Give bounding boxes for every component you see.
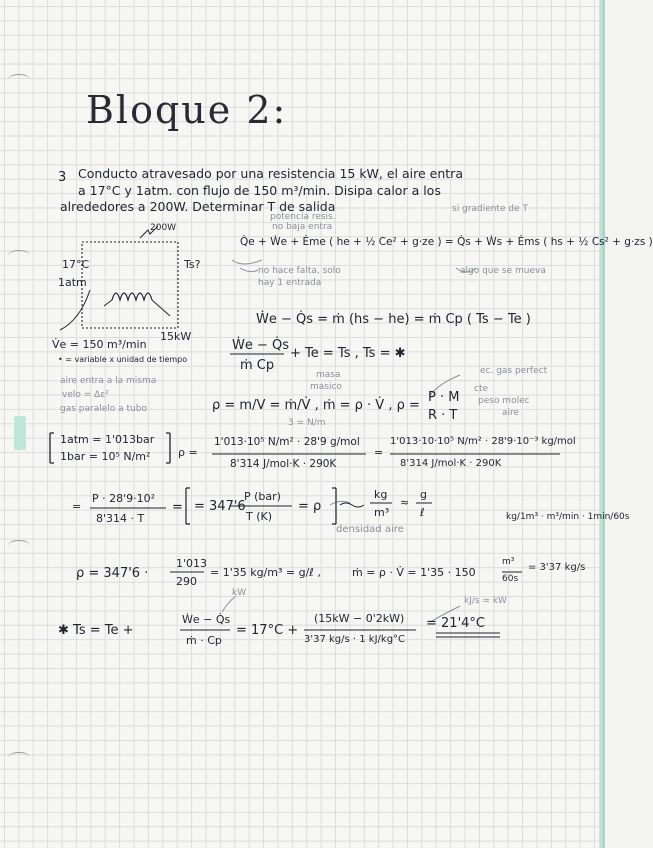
rho-bracket-den: T (K) bbox=[246, 510, 273, 523]
rho-symbol: ρ = bbox=[178, 446, 198, 459]
ratio-numerator: Ẇe − Q̇s bbox=[232, 338, 290, 353]
units-atm: 1atm = 1'013bar bbox=[60, 433, 155, 446]
note-gas-paralelo: gas paralelo a tubo bbox=[60, 404, 147, 414]
rho-calc-eq: = bbox=[374, 446, 384, 459]
units-bar: 1bar = 10⁵ N/m² bbox=[60, 450, 151, 463]
mass-flow-frac-num: m³ bbox=[502, 557, 515, 567]
energy-equation: Q̇e + Ẇe + Ėme ( he + ½ Ce² + g·ze ) = Q̇s + Ẇs + Ėms ( hs + ½ Cs² + g·zs ) bbox=[240, 236, 653, 248]
note-kw: kW bbox=[232, 588, 247, 598]
rho-frac-num: P · M bbox=[428, 390, 460, 405]
note-se-mueva: algo que se mueva bbox=[460, 266, 546, 276]
note-masico: masico bbox=[310, 382, 342, 392]
note-gas-perfect: ec. gas perfect bbox=[480, 366, 548, 376]
rho-calc2-num: 1'013·10·10⁵ N/m² · 28'9·10⁻³ kg/mol bbox=[390, 436, 576, 447]
rho-bracket-num: P (bar) bbox=[244, 490, 281, 503]
kg-conversion: kg/1m³ · m³/min · 1min/60s bbox=[506, 512, 630, 522]
mass-flow-result: = 3'37 kg/s bbox=[528, 562, 586, 573]
note-potencia: potencia resis. bbox=[270, 212, 336, 222]
rho-frac-den: R · T bbox=[428, 408, 458, 423]
equals-sign: = bbox=[72, 500, 82, 513]
balance-equation: Ẇe − Q̇s = ṁ (hs − he) = ṁ Cp ( Ts − Te ) bbox=[256, 312, 531, 327]
note-no-baja: no baja entra bbox=[272, 222, 333, 232]
inlet-temp: 17°C bbox=[62, 258, 90, 271]
equals-sign-2: = bbox=[172, 500, 183, 515]
ts-frac-den: ṁ · Cp bbox=[186, 634, 222, 647]
ts-frac2-num: (15kW − 0'2kW) bbox=[314, 612, 405, 625]
rho-numeric-frac-den: 290 bbox=[176, 575, 197, 588]
rho-gen-num: P · 28'9·10² bbox=[92, 492, 156, 505]
page-title: Bloque 2: bbox=[86, 88, 288, 132]
ts-frac-num: Ẇe − Q̇s bbox=[182, 613, 231, 626]
rho-calc-den: 8'314 J/mol·K · 290K bbox=[230, 458, 337, 470]
note-masa: masa bbox=[316, 370, 341, 380]
rho-definition: ρ = m/V = ṁ/V̇ , ṁ = ρ · V̇ , ρ = bbox=[212, 398, 420, 413]
note-aire-entra: aire entra a la misma bbox=[60, 376, 157, 386]
note-densidad: densidad aire bbox=[336, 524, 404, 535]
problem-line-2: a 17°C y 1atm. con flujo de 150 m³/min. Disipa calor a los bbox=[78, 183, 441, 198]
gl-num: g bbox=[420, 488, 427, 501]
rho-equals: = ρ bbox=[298, 499, 322, 514]
ratio-rest: + Te = Ts , Ts = ✱ bbox=[290, 346, 406, 361]
ts-mid: = 17°C + bbox=[236, 623, 299, 638]
rho-gen-eq: = 347'6 bbox=[194, 499, 246, 514]
gl-den: ℓ bbox=[420, 506, 425, 519]
ts-frac2-den: 3'37 kg/s · 1 kJ/kg°C bbox=[304, 634, 406, 645]
problem-number: 3 bbox=[58, 170, 67, 185]
volume-flow: V̇e = 150 m³/min bbox=[52, 338, 147, 351]
rho-calc-num: 1'013·10⁵ N/m² · 28'9 g/mol bbox=[214, 436, 360, 448]
rho-gen-den: 8'314 · T bbox=[96, 512, 145, 525]
control-volume-box bbox=[82, 242, 178, 328]
note-gradiente: si gradiente de T bbox=[452, 204, 528, 214]
note-peso-molec: peso molec bbox=[478, 396, 530, 406]
flow-note: • = variable x unidad de tiempo bbox=[58, 355, 188, 364]
resistance-power: 15kW bbox=[160, 330, 192, 343]
note-velo: velo = Δε² bbox=[62, 390, 109, 400]
problem-line-1: Conducto atravesado por una resistencia 15 kW, el aire entra bbox=[78, 166, 463, 181]
rho-numeric-frac-num: 1'013 bbox=[176, 557, 208, 570]
note-cte: cte bbox=[474, 384, 489, 394]
rho-calc2-den: 8'314 J/mol·K · 290K bbox=[400, 458, 502, 469]
note-kjs: kJ/s = kW bbox=[464, 596, 507, 606]
mass-flow-frac-den: 60s bbox=[502, 574, 519, 584]
rho-numeric-result: = 1'35 kg/m³ = g/ℓ , bbox=[210, 566, 321, 579]
ts-lhs: ✱ Ts = Te + bbox=[58, 623, 134, 638]
flow-arrow bbox=[60, 290, 90, 330]
problem-line-3: alrededores a 200W. Determinar T de salida bbox=[60, 199, 336, 214]
ratio-denominator: ṁ Cp bbox=[240, 358, 275, 373]
note-no-hace-falta: no hace falta, solo bbox=[258, 266, 341, 276]
ts-result: = 21'4°C bbox=[426, 616, 485, 631]
note-n-m2: 3 = N/m bbox=[288, 418, 326, 428]
kgm3-den: m³ bbox=[374, 506, 390, 519]
inlet-pressure: 1atm bbox=[58, 276, 87, 289]
resistance-coil bbox=[112, 293, 152, 300]
outlet-temp: Ts? bbox=[184, 258, 201, 271]
approx-sign: ≈ bbox=[400, 496, 410, 509]
kgm3-num: kg bbox=[374, 488, 388, 501]
note-entrada: hay 1 entrada bbox=[258, 278, 322, 288]
rho-numeric: ρ = 347'6 · bbox=[76, 566, 149, 581]
heat-loss-label: 200W bbox=[150, 223, 177, 233]
mass-flow: ṁ = ρ · V̇ = 1'35 · 150 bbox=[352, 566, 476, 579]
note-aire: aire bbox=[502, 408, 520, 418]
